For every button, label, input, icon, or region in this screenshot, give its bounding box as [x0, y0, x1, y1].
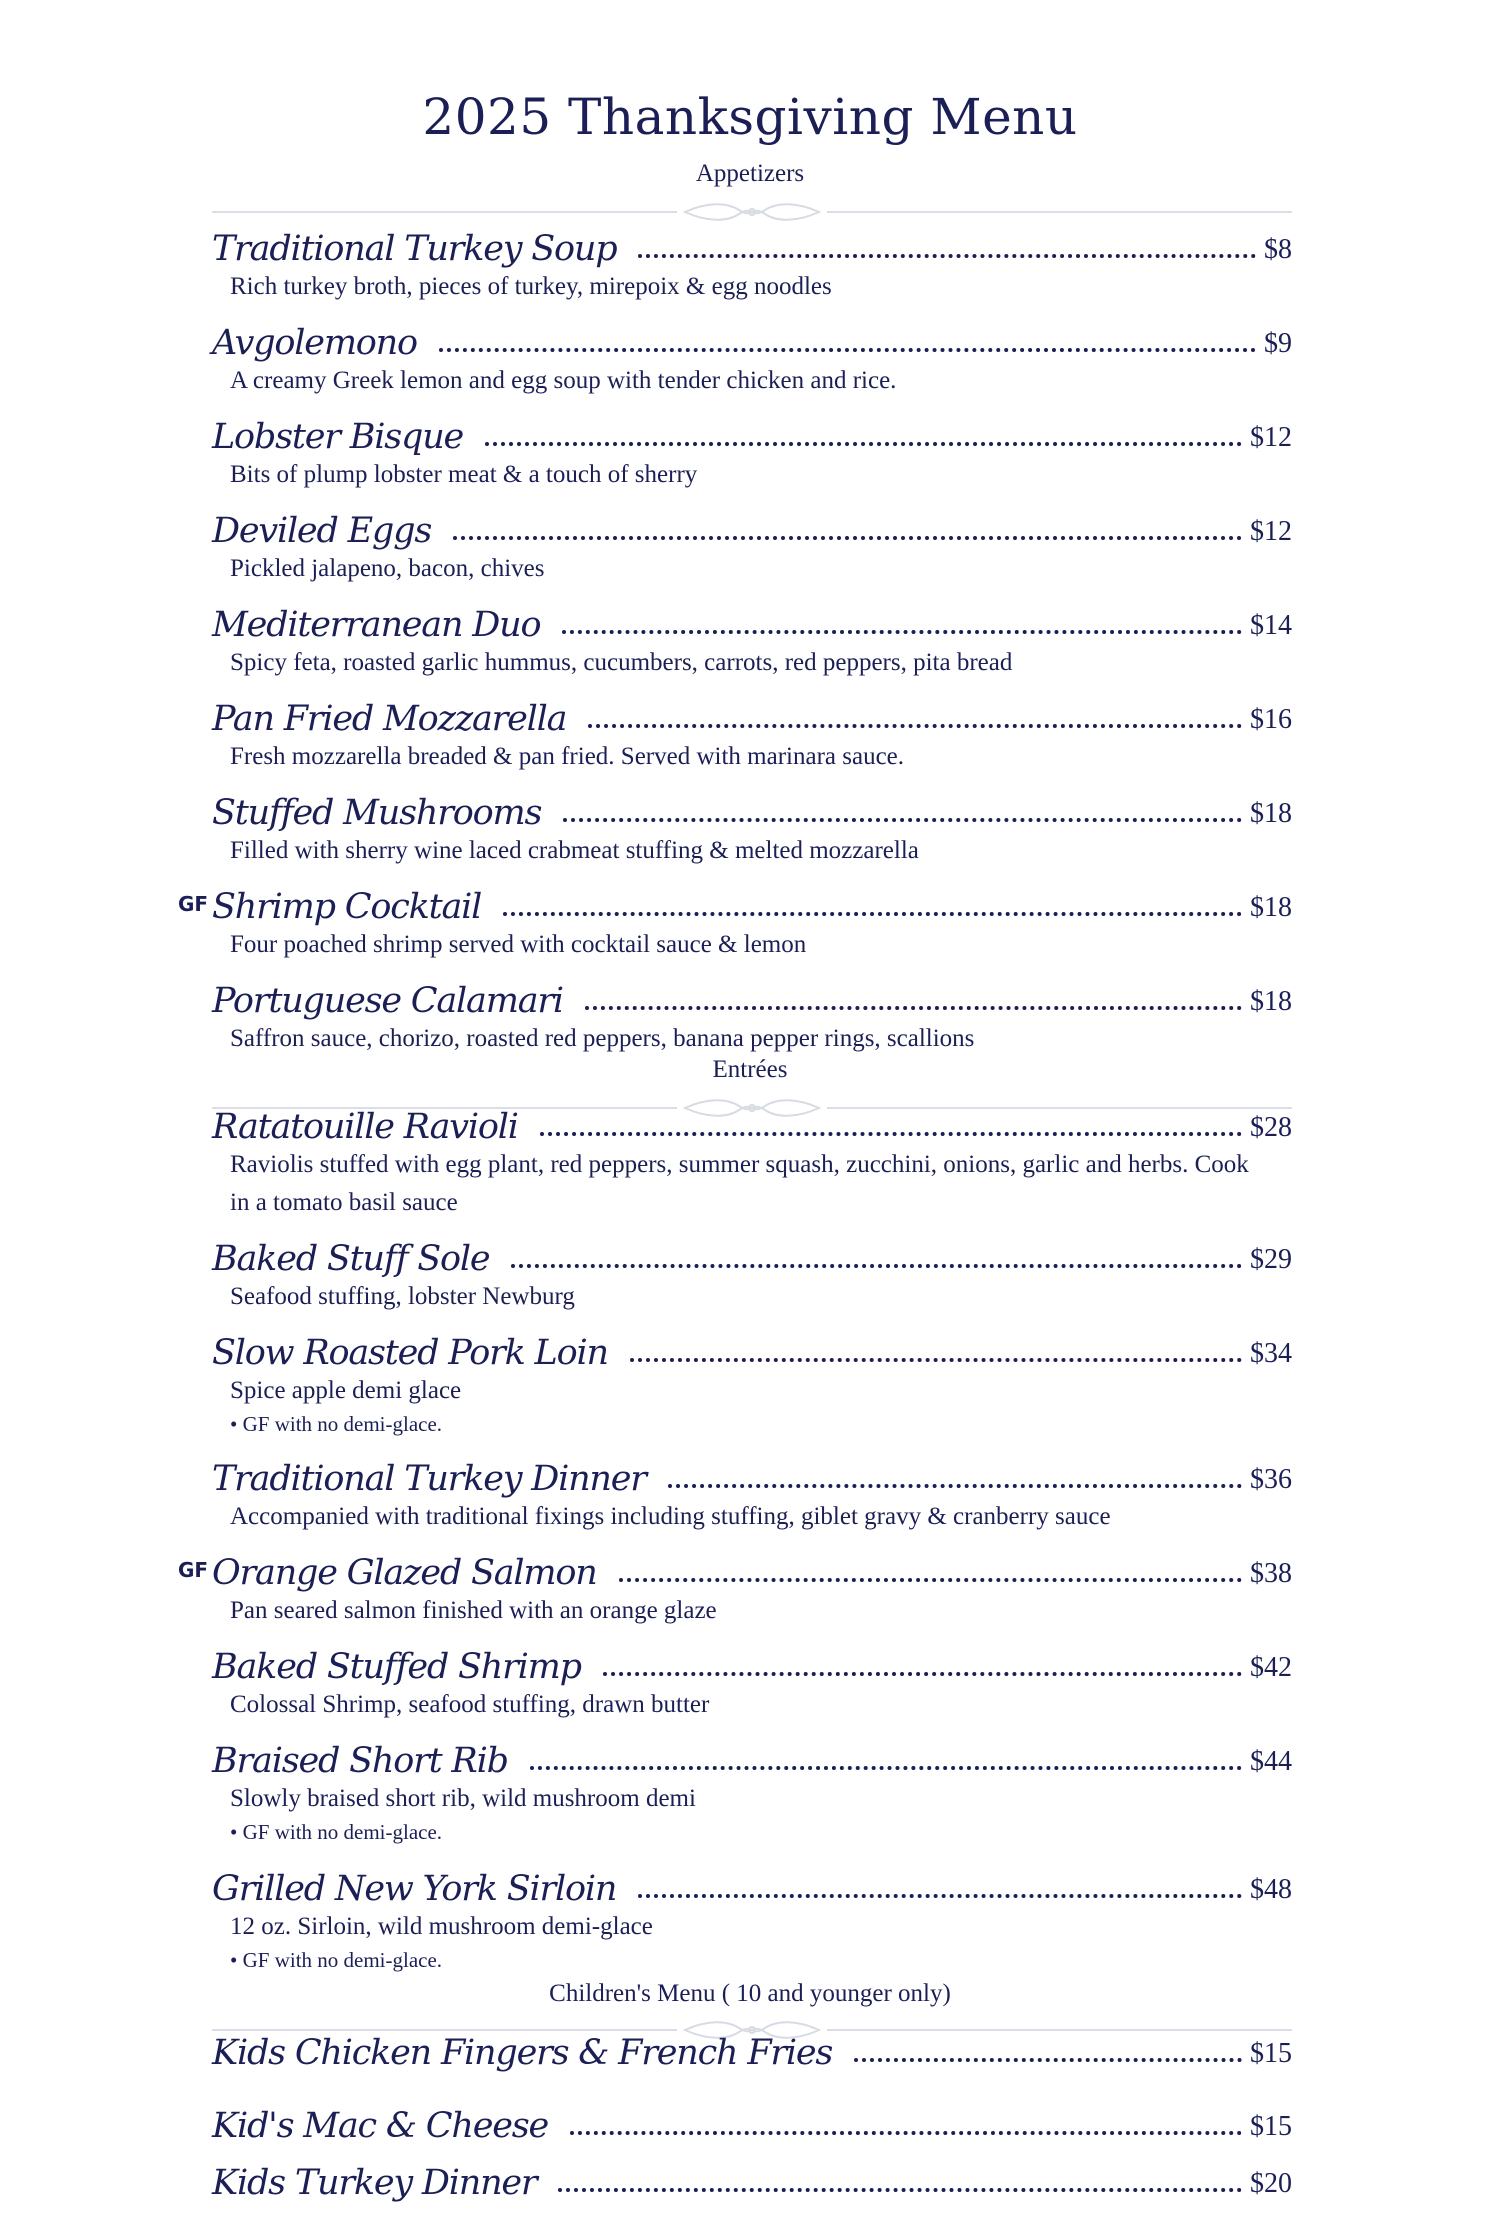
item-price: $28 [1250, 1112, 1292, 1144]
item-price: $42 [1250, 1652, 1292, 1684]
item-name: Portuguese Calamari [212, 980, 563, 1021]
menu-item [212, 312, 1292, 362]
dot-leader [453, 536, 1242, 540]
item-name: Ratatouille Ravioli [212, 1106, 518, 1147]
item-description: Four poached shrimp served with cocktail sauce & lemon [230, 931, 807, 958]
gf-badge: GF [178, 892, 209, 916]
dot-leader [588, 724, 1242, 728]
menu-item [212, 218, 1292, 268]
item-description: Colossal Shrimp, seafood stuffing, drawn butter [230, 1691, 710, 1718]
menu-item [212, 1542, 1292, 1592]
gf-note: • GF with no demi-glace. [230, 1412, 443, 1436]
gf-note: • GF with no demi-glace. [230, 1948, 443, 1972]
menu-item [212, 2152, 1292, 2202]
item-price: $48 [1250, 1874, 1292, 1906]
menu-item [212, 594, 1292, 644]
item-description: Seafood stuffing, lobster Newburg [230, 1283, 575, 1310]
gf-badge: GF [178, 1558, 209, 1582]
menu-item [212, 1096, 1292, 1146]
item-name: Shrimp Cocktail [212, 886, 482, 927]
item-name: Baked Stuff Sole [212, 1238, 490, 1279]
menu-item [212, 2022, 1292, 2072]
item-price: $16 [1250, 704, 1292, 736]
item-description: Spice apple demi glace [230, 1377, 462, 1404]
item-price: $29 [1250, 1244, 1292, 1276]
item-price: $9 [1264, 328, 1292, 360]
item-name: Braised Short Rib [212, 1740, 508, 1781]
item-name: Kids Chicken Fingers & French Fries [212, 2032, 833, 2073]
menu-item [212, 688, 1292, 738]
item-name: Kid's Mac & Cheese [212, 2105, 548, 2146]
item-description: Pan seared salmon finished with an orange glaze [230, 1597, 717, 1624]
menu-item [212, 500, 1292, 550]
item-price: $38 [1250, 1558, 1292, 1590]
dot-leader [511, 1264, 1242, 1268]
menu-title: 2025 Thanksgiving Menu [422, 88, 1078, 146]
dot-leader [638, 1894, 1242, 1898]
menu-item [212, 1858, 1292, 1908]
item-name: Grilled New York Sirloin [212, 1868, 617, 1909]
item-name: Kids Turkey Dinner [212, 2162, 537, 2203]
dot-leader [562, 630, 1242, 634]
item-description: Fresh mozzarella breaded & pan fried. Served with marinara sauce. [230, 743, 905, 770]
dot-leader [668, 1484, 1242, 1488]
item-description: Saffron sauce, chorizo, roasted red peppers, banana pepper rings, scallions [230, 1025, 975, 1052]
dot-leader [563, 818, 1242, 822]
item-price: $18 [1250, 798, 1292, 830]
item-price: $14 [1250, 610, 1292, 642]
item-price: $18 [1250, 892, 1292, 924]
menu-item [212, 970, 1292, 1020]
section-label-childrens-menu: Children's Menu ( 10 and younger only) [549, 1980, 951, 2007]
menu-item [212, 1228, 1292, 1278]
dot-leader [570, 2131, 1242, 2135]
dot-leader [585, 1006, 1242, 1010]
item-price: $12 [1250, 516, 1292, 548]
item-name: Traditional Turkey Dinner [212, 1458, 646, 1499]
dot-leader [530, 1766, 1242, 1770]
dot-leader [485, 442, 1242, 446]
dot-leader [630, 1358, 1242, 1362]
dot-leader [638, 254, 1256, 258]
dot-leader [503, 912, 1242, 916]
dot-leader [439, 348, 1256, 352]
menu-item [212, 406, 1292, 456]
dot-leader [558, 2188, 1242, 2192]
item-description: Accompanied with traditional fixings including stuffing, giblet gravy & cranberry sauce [230, 1503, 1111, 1530]
item-price: $15 [1250, 2111, 1292, 2143]
item-description: Raviolis stuffed with egg plant, red peppers, summer squash, zucchini, onions, garlic and herbs. Cook in a tomato basil sauce [230, 1151, 1249, 1216]
item-description: Rich turkey broth, pieces of turkey, mirepoix & egg noodles [230, 273, 832, 300]
item-description: Bits of plump lobster meat & a touch of sherry [230, 461, 698, 488]
item-price: $20 [1250, 2168, 1292, 2200]
item-description: Filled with sherry wine laced crabmeat stuffing & melted mozzarella [230, 837, 919, 864]
section-label-appetizers: Appetizers [695, 160, 805, 187]
item-name: Slow Roasted Pork Loin [212, 1332, 608, 1373]
item-name: Mediterranean Duo [212, 604, 541, 645]
item-description: Spicy feta, roasted garlic hummus, cucumbers, carrots, red peppers, pita bread [230, 649, 1013, 676]
menu-item [212, 1636, 1292, 1686]
item-description: 12 oz. Sirloin, wild mushroom demi-glace [230, 1913, 653, 1940]
item-price: $18 [1250, 986, 1292, 1018]
item-price: $15 [1250, 2038, 1292, 2070]
dot-leader [603, 1672, 1242, 1676]
menu-item [212, 782, 1292, 832]
item-price: $8 [1264, 234, 1292, 266]
item-name: Lobster Bisque [212, 416, 464, 457]
item-price: $44 [1250, 1746, 1292, 1778]
section-label-entrees: Entrées [712, 1056, 788, 1083]
item-description: Slowly braised short rib, wild mushroom demi [230, 1785, 696, 1812]
item-name: Stuffed Mushrooms [212, 792, 542, 833]
item-name: Orange Glazed Salmon [212, 1552, 597, 1593]
menu-item [212, 1322, 1292, 1372]
dot-leader [619, 1578, 1242, 1582]
menu-item [212, 2095, 1292, 2145]
menu-item [212, 1448, 1292, 1498]
menu-item [212, 1730, 1292, 1780]
item-price: $34 [1250, 1338, 1292, 1370]
menu-item [212, 876, 1292, 926]
dot-leader [854, 2058, 1242, 2062]
item-name: Pan Fried Mozzarella [212, 698, 567, 739]
item-price: $12 [1250, 422, 1292, 454]
gf-note: • GF with no demi-glace. [230, 1820, 443, 1844]
item-name: Avgolemono [212, 322, 417, 363]
item-name: Baked Stuffed Shrimp [212, 1646, 581, 1687]
item-description: Pickled jalapeno, bacon, chives [230, 555, 545, 582]
item-name: Traditional Turkey Soup [212, 228, 617, 269]
item-name: Deviled Eggs [212, 510, 432, 551]
dot-leader [540, 1132, 1242, 1136]
item-price: $36 [1250, 1464, 1292, 1496]
item-description: A creamy Greek lemon and egg soup with tender chicken and rice. [230, 367, 897, 394]
